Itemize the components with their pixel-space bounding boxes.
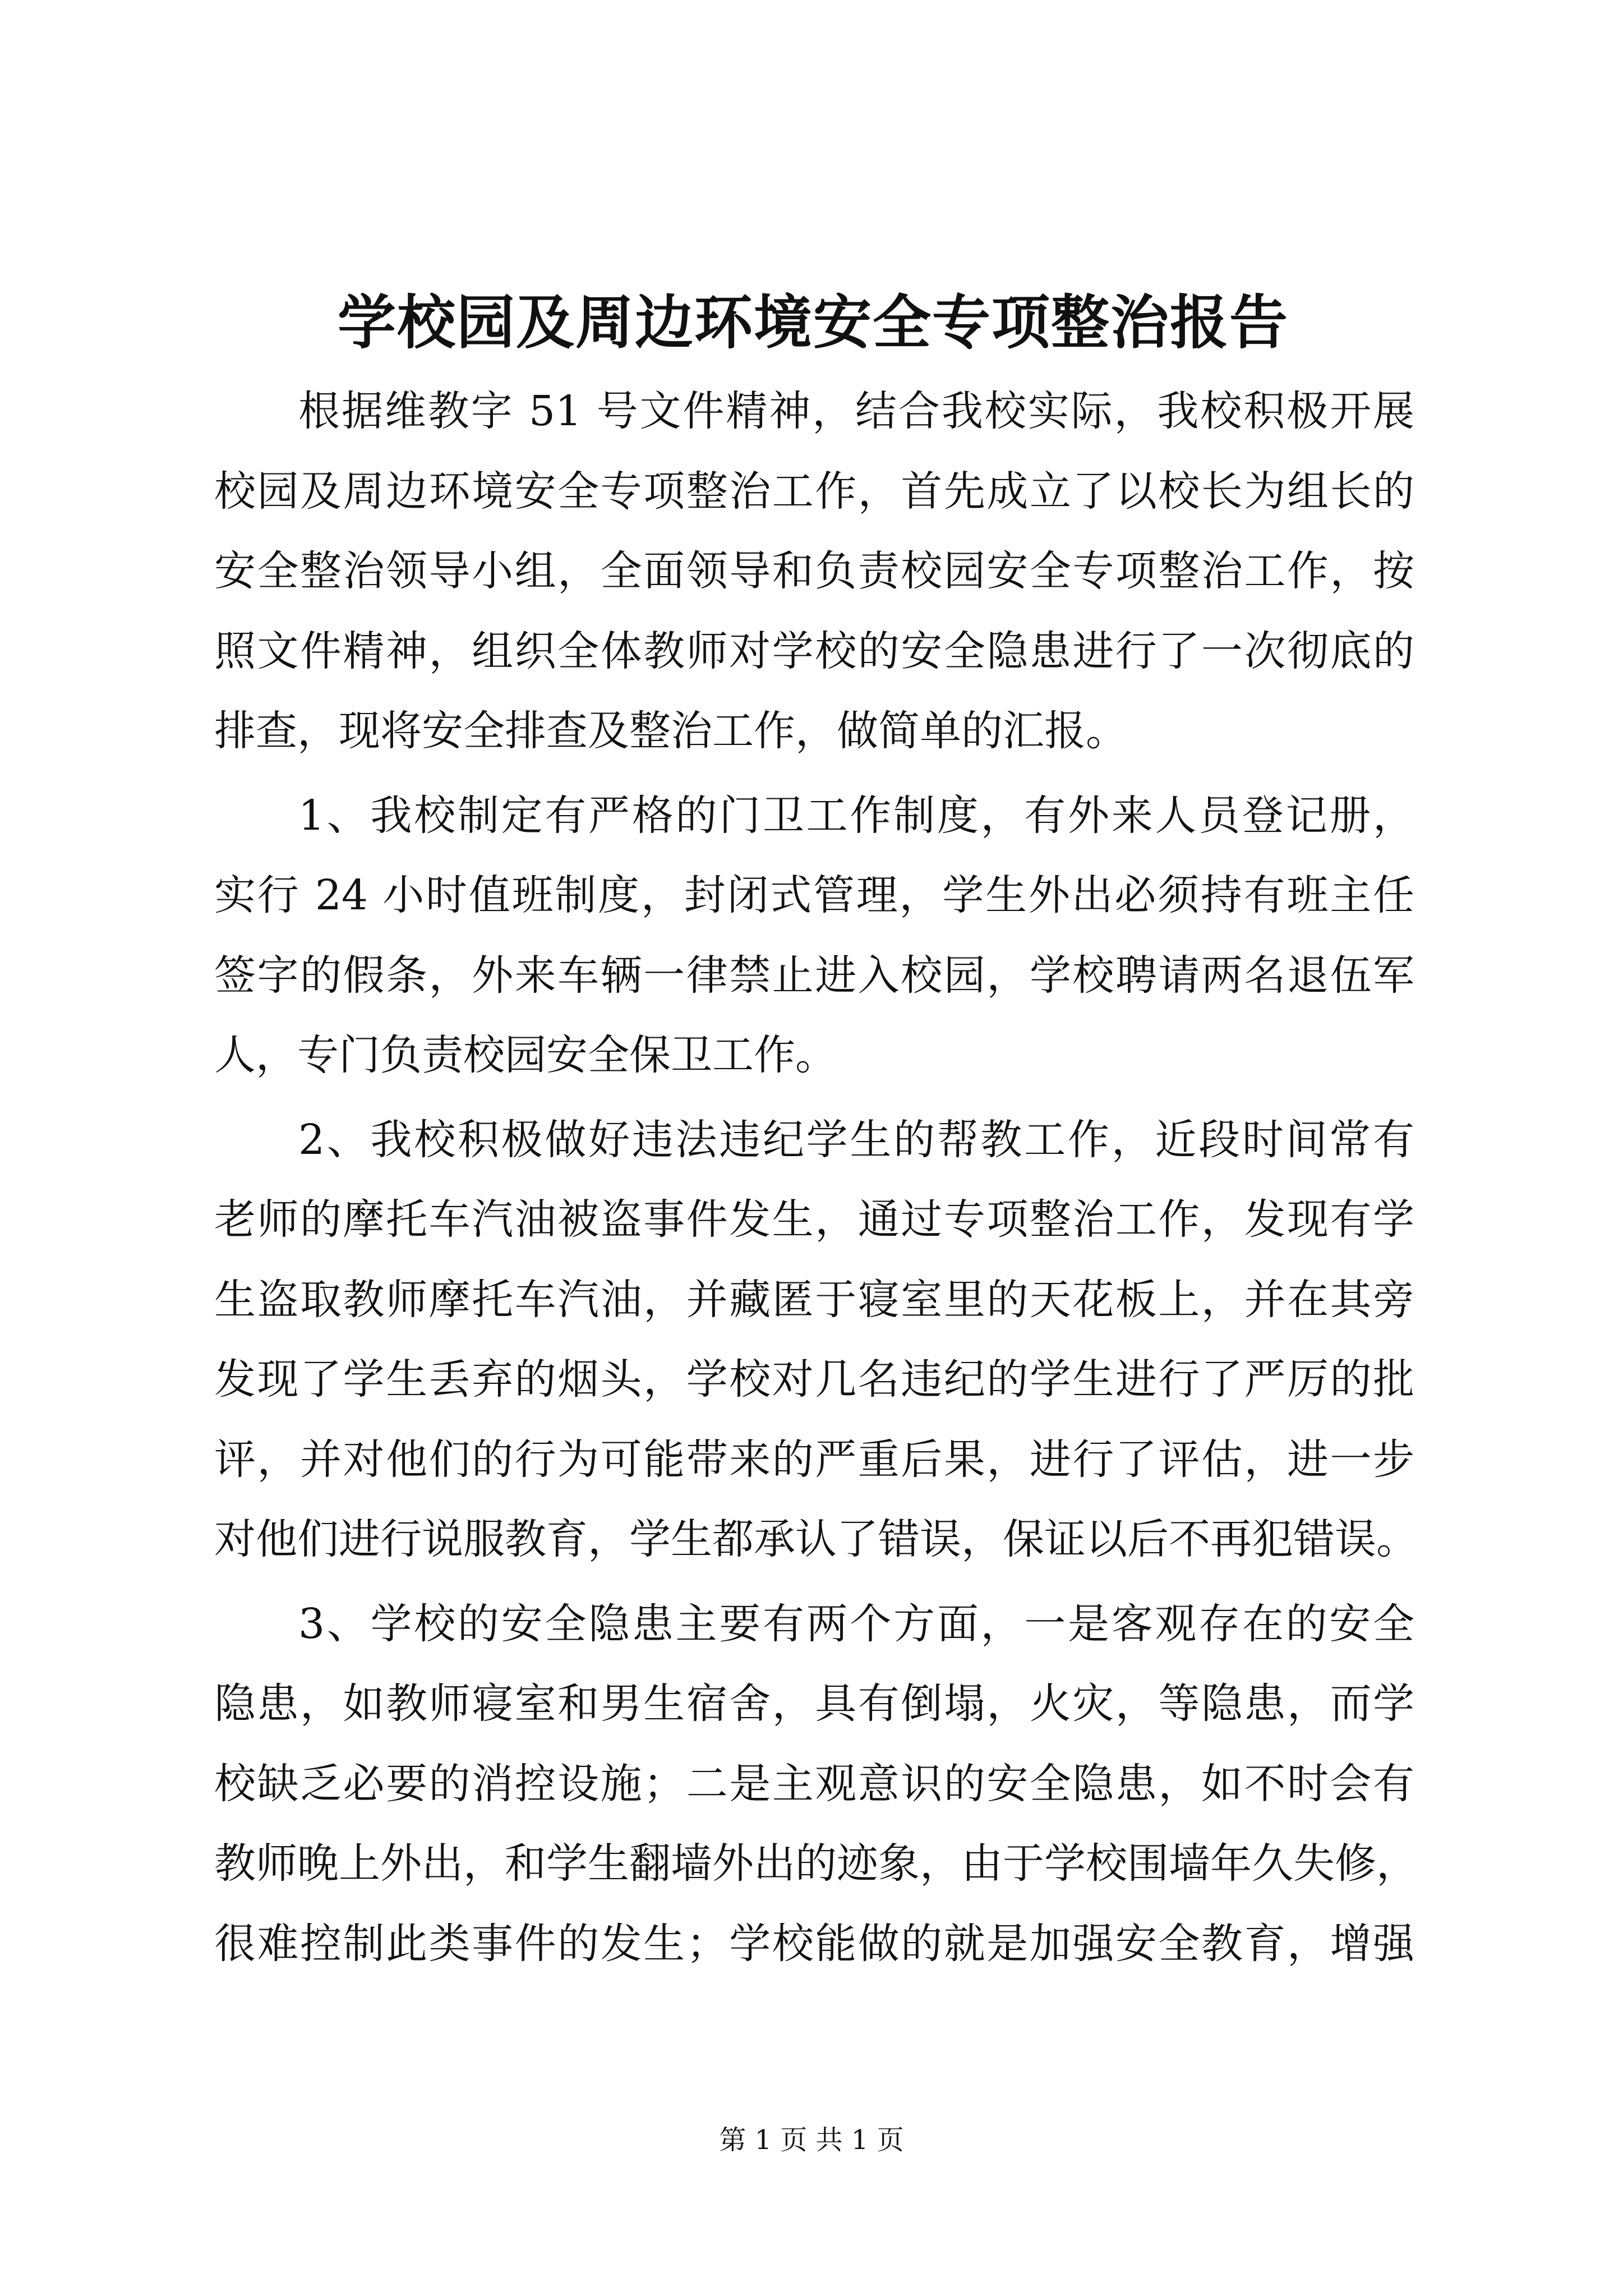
text-line: 照文件精神，组织全体教师对学校的安全隐患进行了一次彻底的 <box>214 627 1414 675</box>
text-line: 校园及周边环境安全专项整治工作，首先成立了以校长为组长的 <box>214 467 1414 516</box>
text-line: 签字的假条，外来车辆一律禁止进入校园，学校聘请两名退伍军 <box>214 951 1414 1000</box>
text-line: 评，并对他们的行为可能带来的严重后果，进行了评估，进一步 <box>214 1435 1414 1484</box>
text-line: 3、学校的安全隐患主要有两个方面，一是客观存在的安全 <box>298 1599 1414 1648</box>
text-line: 对他们进行说服教育，学生都承认了错误，保证以后不再犯错误。 <box>214 1515 1418 1563</box>
paragraph-item-3 <box>214 1584 1418 1984</box>
text-line: 教师晚上外出，和学生翻墙外出的迹象，由于学校围墙年久失修， <box>214 1839 1418 1888</box>
paragraph-intro <box>214 371 1414 771</box>
text-line: 校缺乏必要的消控设施；二是主观意识的安全隐患，如不时会有 <box>214 1759 1414 1808</box>
text-line: 老师的摩托车汽油被盗事件发生，通过专项整治工作，发现有学 <box>214 1195 1414 1244</box>
document-title: 学校园及周边环境安全专项整治报告 <box>337 288 1289 357</box>
text-line: 1、我校制定有严格的门卫工作制度，有外来人员登记册， <box>298 791 1414 840</box>
text-line: 排查，现将安全排查及整治工作，做简单的汇报。 <box>214 707 1127 755</box>
text-line: 隐患，如教师寝室和男生宿舍，具有倒塌，火灾，等隐患，而学 <box>214 1680 1414 1728</box>
text-line: 根据维教字 51 号文件精神，结合我校实际，我校积极开展 <box>298 387 1414 435</box>
document-body <box>214 371 1418 1988</box>
text-line: 2、我校积极做好违法违纪学生的帮教工作，近段时间常有 <box>298 1115 1414 1164</box>
paragraph-item-1 <box>214 776 1414 1096</box>
paragraph-item-2 <box>214 1100 1418 1580</box>
text-line: 人，专门负责校园安全保卫工作。 <box>214 1031 837 1079</box>
text-line: 安全整治领导小组，全面领导和负责校园安全专项整治工作，按 <box>214 547 1414 595</box>
page-number-footer: 第 1 页 共 1 页 <box>719 2124 904 2156</box>
text-line: 生盗取教师摩托车汽油，并藏匿于寝室里的天花板上，并在其旁 <box>214 1275 1414 1324</box>
text-line: 实行 24 小时值班制度，封闭式管理，学生外出必须持有班主任 <box>214 871 1414 919</box>
text-line: 很难控制此类事件的发生；学校能做的就是加强安全教育，增强 <box>214 1919 1414 1968</box>
text-line: 发现了学生丢弃的烟头，学校对几名违纪的学生进行了严厉的批 <box>214 1355 1414 1404</box>
